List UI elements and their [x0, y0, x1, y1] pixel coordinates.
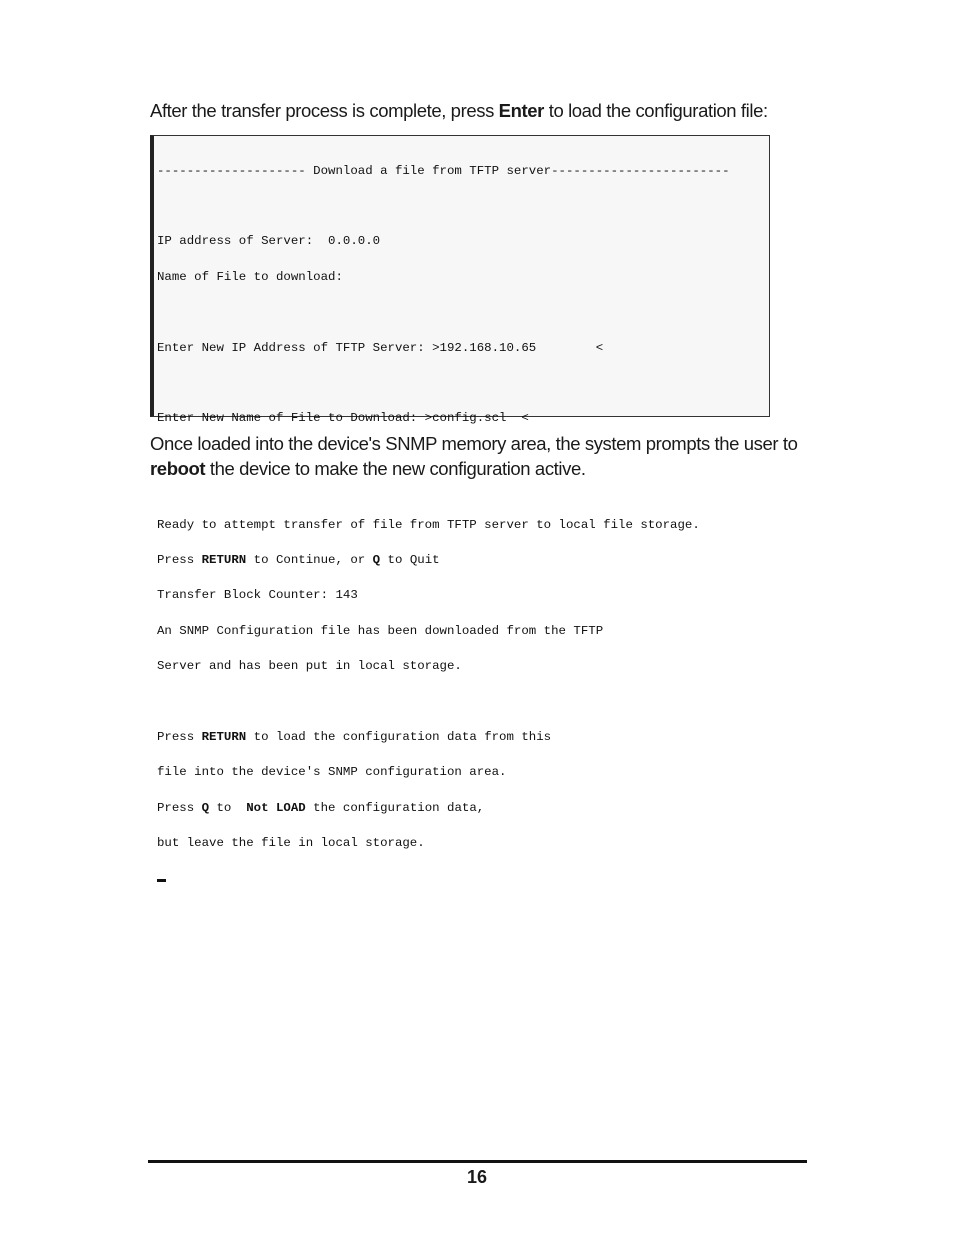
reboot-label: reboot	[150, 458, 206, 479]
terminal-storage-line: Server and has been put in local storage.	[157, 659, 462, 674]
terminal-ready-line: Ready to attempt transfer of file from TFTP server to local file storage.	[157, 517, 700, 532]
intro-text-before: After the transfer process is complete, press	[150, 100, 499, 121]
outro-paragraph	[150, 431, 810, 481]
outro-text-2: the device to make the new configuration active.	[205, 458, 586, 479]
terminal-blank-line	[157, 378, 730, 390]
page-number: 16	[466, 1167, 488, 1187]
terminal-server-ip-line: IP address of Server: 0.0.0.0	[157, 234, 381, 249]
terminal-output	[157, 142, 730, 906]
terminal-cursor	[157, 879, 166, 882]
terminal-continue-prompt-line: Press RETURN to Continue, or Q to Quit	[157, 552, 440, 567]
terminal-file-name-line: Name of File to download:	[157, 269, 343, 284]
terminal-not-load-line: Press Q to Not LOAD the configuration data,	[157, 800, 485, 815]
terminal-blank-line	[157, 307, 730, 319]
terminal-config-area-line: file into the device's SNMP configuration area.	[157, 765, 507, 780]
terminal-blank-line	[157, 484, 730, 496]
terminal-header-line: -------------------- Download a file from TFTP server------------------------	[157, 163, 730, 178]
terminal-load-prompt-line: Press RETURN to load the configuration data from this	[157, 729, 552, 744]
outro-text-1: Once loaded into the device's SNMP memory area, the system prompts the user to	[150, 433, 798, 454]
terminal-blank-line	[157, 696, 730, 708]
intro-paragraph	[150, 98, 810, 123]
footer-rule	[148, 1160, 807, 1163]
enter-key-label: Enter	[498, 100, 544, 121]
intro-text-after: to load the configuration file:	[543, 100, 768, 121]
terminal-new-file-line: Enter New Name of File to Download: >config.scl <	[157, 411, 529, 426]
terminal-blank-line	[157, 201, 730, 213]
terminal-block-counter-line: Transfer Block Counter: 143	[157, 588, 358, 603]
terminal-new-ip-line: Enter New IP Address of TFTP Server: >192.168.10.65 <	[157, 340, 604, 355]
terminal-leave-file-line: but leave the file in local storage.	[157, 836, 425, 851]
terminal-downloaded-line: An SNMP Configuration file has been downloaded from the TFTP	[157, 623, 604, 638]
